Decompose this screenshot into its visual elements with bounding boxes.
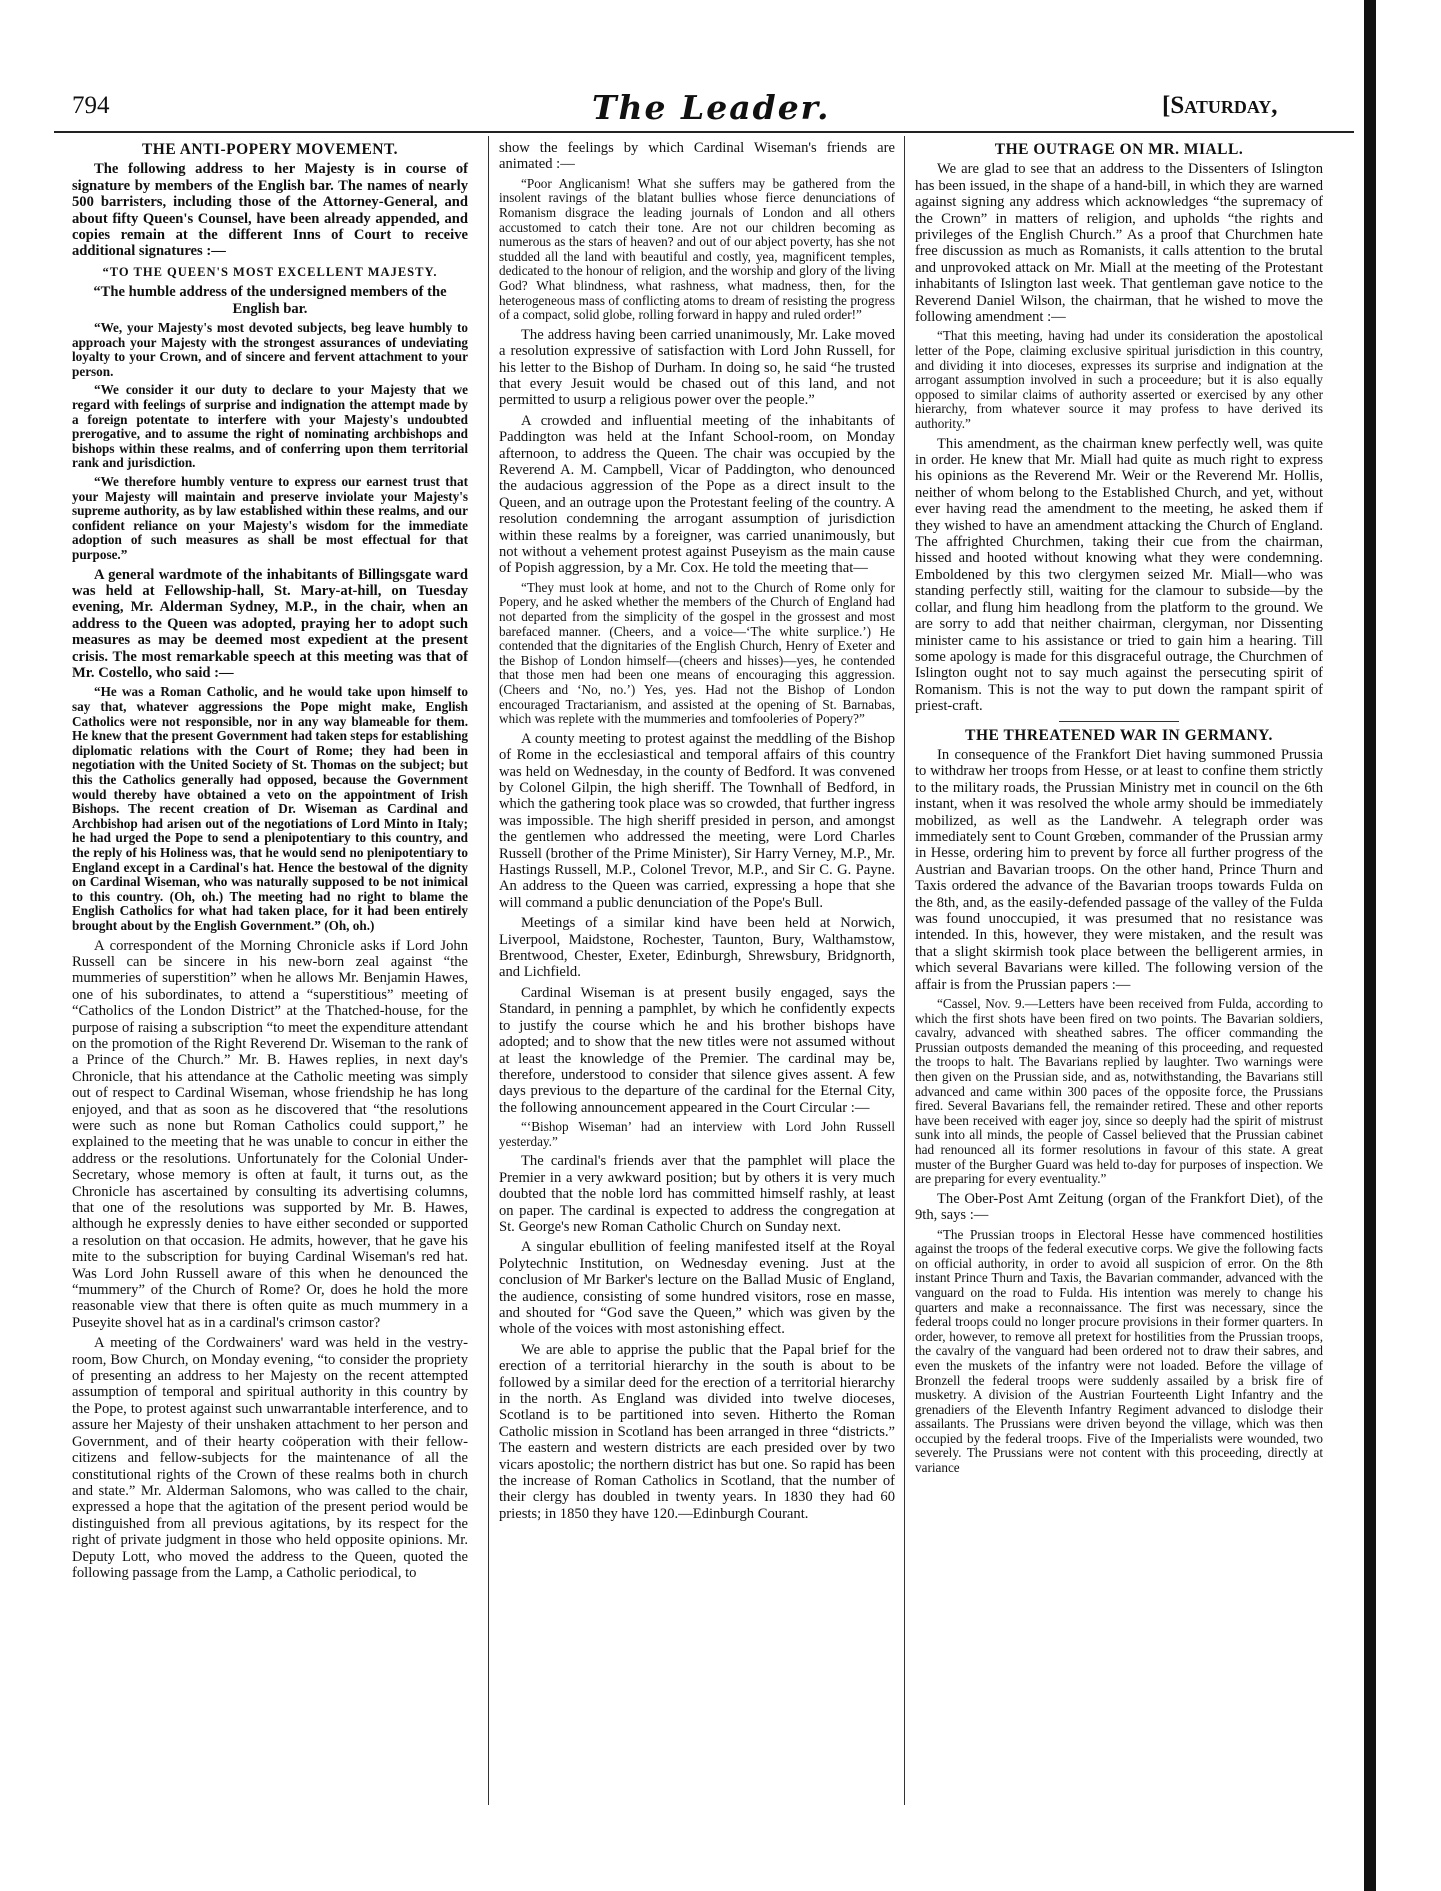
paragraph: A meeting of the Cordwainers' ward was held in the vestry-room, Bow Church, on Monday evening, “to consider the propriety of presenting an address to her Majesty on the recent attempted assumption of temporal and spiritual authority in this country by the Pope, to protest against such unwarrantable interference, and to assure her Majesty of their unshaken attachment to her person and Government, and of their hearty coöperation with their fellow-citizens and fellow-subjects for the maintenance of all the constitutional rights of the Crown of these realms both in church and state.” Mr. Alderman Salomons, who was called to the chair, expressed a hope that the agitation of the present period would be distinguished from all previous agitations, by its respect for the right of private judgment in those who held opposite opinions. Mr. Deputy Lott, who moved the address to the Queen, quoted the following passage from the Lamp, a Catholic periodical, to	[72, 1335, 468, 1581]
quote: “Cassel, Nov. 9.—Letters have been received from Fulda, according to which the first shots have been fired on two points. The Bavarian soldiers, cavalry, advanced with sheathed sabres. The officer commanding the Prussian outposts demanded the meaning of this proceeding, and requested the troops to halt. The Bavarians replied by laughter. Two warnings were then given on the Prussian side, and as, notwithstanding, the Bavarians still advanced and came within 300 paces of the opposite force, the Prussians fired. Several Bavarians fell, the remainder retired. These and other reports have been received with eager joy, since so deeply had the spirit of mistrust sunk into all minds, the people of Cassel believed that the Prussian cabinet had renounced all its former resolutions in favour of this state. A great muster of the Burgher Guard was held to-day for purposes of inspection. We are preparing for every eventuality.”	[915, 996, 1323, 1187]
masthead	[72, 88, 1372, 128]
paragraph: The Ober-Post Amt Zeitung (organ of the Frankfort Diet), of the 9th, says :—	[915, 1190, 1323, 1224]
section-divider	[1059, 721, 1179, 722]
quote: “We therefore humbly venture to express our earnest trust that your Majesty will maintain and preserve inviolate your Majesty's supreme authority, as by law established within these realms, and our confident reliance on your Majesty's wisdom for the immediate adoption of such measures as shall be most effectual for that purpose.”	[72, 474, 468, 562]
quote: “He was a Roman Catholic, and he would take upon himself to say that, whatever aggressions the Pope might make, English Catholics were not responsible, nor in any way blameable for them. He knew that the present Government had taken steps for establishing diplomatic relations with the Court of Rome; they had been in negotiation with the United Society of St. Thomas on the subject; but this the Catholics generally had opposed, because the Government would thereby have obtained a veto on the appointment of Irish Bishops. The recent creation of Dr. Wiseman as Cardinal and Archbishop had arisen out of the negotiations of Lord Minto in Italy; he had urged the Pope to send a plenipotentiary to this country, and the reply of his Holiness was, that he would send no plenipotentiary to England except in a Cardinal's hat. Hence the bestowal of the dignity on Cardinal Wiseman, who was naturally supposed to be not inimical to this country. (Oh, oh.) The meeting had no right to blame the English Catholics for what had taken place, for it had been entirely brought about by the English Government.” (Oh, oh.)	[72, 684, 468, 933]
paragraph: The cardinal's friends aver that the pamphlet will place the Premier in a very awkward position; but by others it is very much doubted that the noble lord has committed himself rashly, at least on paper. The cardinal is expected to address the congregation at St. George's new Roman Catholic Church on Sunday next.	[499, 1153, 895, 1235]
article-heading-germany: THE THREATENED WAR IN GERMANY.	[965, 726, 1273, 744]
address-subheading: “The humble address of the undersigned members of the English bar.	[93, 284, 447, 317]
paragraph: The address having been carried unanimously, Mr. Lake moved a resolution expressive of satisfaction with Lord John Russell, for his letter to the Bishop of Durham. In doing so, he said “he trusted that every Jesuit would be chased out of this land, and not permitted to usurp a religious power over the people.”	[499, 326, 895, 409]
paragraph: A county meeting to protest against the meddling of the Bishop of Rome in the ecclesiastical and temporal affairs of this country was held on Wednesday, in the county of Bedford. It was convened by Colonel Gilpin, the high sheriff. The Townhall of Bedford, in which the gathering took place was so crowded, that further ingress was impossible. The high sheriff presided in person, and amongst the gentlemen who addressed the meeting, were Lord Charles Russell (brother of the Prime Minister), Sir Harry Verney, M.P., Mr. Hastings Russell, M.P., Colonel Trevor, M.P., and Sir C. G. Payne. An address to the Queen was carried, expressing a hope that she will command a public denunciation of the Pope's Bull.	[499, 730, 895, 911]
article-heading-anti-popery: THE ANTI-POPERY MOVEMENT.	[141, 141, 399, 158]
column-2	[488, 136, 895, 1805]
paragraph: show the feelings by which Cardinal Wiseman's friends are animated :—	[499, 140, 895, 173]
paragraph: A general wardmote of the inhabitants of Billingsgate ward was held at Fellowship-hall, St. Mary-at-hill, on Tuesday evening, Mr. Alderman Sydney, M.P., in the chair, when an address to the Queen was adopted, praying her to adopt such measures as may be deemed most expedient at the present crisis. The most remarkable speech at this meeting was that of Mr. Costello, who said :—	[72, 566, 468, 681]
quote: “They must look at home, and not to the Church of Rome only for Popery, and he asked whether the members of the Church of England had not departed from the simplicity of the gospel in the grossest and most barefaced manner. (Cheers, and a voice—‘The white surplice.’) He contended that the dignitaries of the English Church, Henry of Exeter and the Bishop of London himself—(cheers and hisses)—yes, he contended that those men had been one means of encouraging this aggression. (Cheers and ‘No, no.’) Yes, yes. Had not the Bishop of London encouraged Tractarianism, and assisted at the opening of St. Barnabas, which was replete with the mummeries and tomfooleries of Popery?”	[499, 579, 895, 727]
paragraph: We are able to apprise the public that the Papal brief for the erection of a territorial hierarchy in the south is about to be followed by a similar deed for the erection of a territorial hierarchy in the north. As England was divided into twelve dioceses, Scotland is to be partitioned into seven. Hitherto the Roman Catholic mission in Scotland has been arranged in three “districts.” The eastern and western districts are each presided over by two vicars apostolic; the northern district has but one. So rapid has been the increase of Roman Catholics in Scotland, that the number of their clergy has doubled in twenty years. In 1830 they had 60 priests; in 1850 they have 120.—Edinburgh Courant.	[499, 1341, 895, 1522]
column-1	[72, 140, 468, 1585]
issue-day: [Saturday,	[1162, 92, 1278, 119]
binding-edge	[1364, 0, 1376, 1891]
paragraph: This amendment, as the chairman knew perfectly well, was quite in order. He knew that Mr. Miall had quite as much right to express his opinions as the Reverend Mr. Weir or the Reverend Mr. Hollis, neither of whom belong to the Established Church, and yet, without ever having read the amendment to the meeting, he asked them if they wished to have an amendment attacking the Church of England. The affrighted Churchmen, taking their cue from the chairman, hissed and hooted without knowing what they were condemning. Emboldened by this two clergymen seized Mr. Miall—who was standing perfectly still, waiting for the clamour to subside—by the collar, and flung him headlong from the platform to the ground. We are sorry to add that neither chairman, clergyman, nor Dissenting minister came to his assistance or tried to gain him a hearing. Till some apology is made for this disgraceful outrage, the Churchmen of Islington ought not to say much against the persecuting spirit of Romanism. This is not the way to put down the rampant spirit of priest-craft.	[915, 435, 1323, 715]
quote: “Poor Anglicanism! What she suffers may be gathered from the insolent ravings of the blatant bullies whose fierce denunciations of Romanism disgrace the leading journals of London and all others accustomed to catch their tone. Are not our children becoming as numerous as the stars of heaven? and out of our abject poverty, has she not studded all the land with beautiful and costly, yea, magnificent temples, dedicated to the honour of religion, and the worship and glory of the living God? What blindness, what rashness, what madness, then, for the heterogeneous mass of conflicting atoms to dream of resisting the progress of a compact, solid globe, rolling forward in happy and ruled order!”	[499, 175, 895, 323]
quote: “The Prussian troops in Electoral Hesse have commenced hostilities against the troops of the federal executive corps. We give the following facts on official authority, in order to avoid all suspicion of error. On the 8th instant Prince Thurn and Taxis, the Bavarian commander, advanced with the vanguard on the road to Fulda. His intention was merely to change his quarters and make a reconnaissance. The first was necessary, since the federal troops could no longer procure provisions in their former quarters. In order, however, to remove all pretext for hostilities from the Prussian troops, the cavalry of the vanguard had been ordered not to draw their sabres, and even the muskets of the infantry were not loaded. Before the village of Bronzell the federal troops were suddenly assailed by a brisk fire of musketry. A division of the Austrian Fourteenth Light Infantry and the grenadiers of the Eleventh Infantry Regiment advanced to dislodge their assailants. The Prussians were driven beyond the village, which was then occupied by the federal troops. Five of the Imperialists were wounded, two severely. The Prussians were not content with this proceeding, directly at variance	[915, 1226, 1323, 1476]
paragraph: We are glad to see that an address to the Dissenters of Islington has been issued, in the shape of a hand-bill, in which they are warned against signing any address which acknowledges “the supremacy of the Crown” in matters of religion, and upholds “the rights and privileges of the English Church.” As a proof that Churchmen hate free discussion as much as Romanists, it calls attention to the brutal and unprovoked attack on Mr. Miall at the meeting of the Protestant inhabitants of Islington last week. That gentleman gave notice to the Reverend Daniel Wilson, the chairman, that he wished to move the following amendment :—	[915, 161, 1323, 326]
quote: “We, your Majesty's most devoted subjects, beg leave humbly to approach your Majesty with the strongest assurances of undeviating loyalty to your Crown, and of sincere and fervent attachment to your person.	[72, 320, 468, 379]
paragraph: A correspondent of the Morning Chronicle asks if Lord John Russell can be sincere in his new-born zeal against “the mummeries of superstition” when he allows Mr. Benjamin Hawes, one of his subordinates, to attend a “superstitious” meeting of “Catholics of the London District” at the Thatched-house, for the purpose of raising a subscription “to meet the expenditure attendant on the promotion of the Right Reverend Dr. Wiseman to the rank of a Prince of the Church.” Mr. B. Hawes replies, in next day's Chronicle, that his attendance at the Catholic meeting was simply out of respect to Cardinal Wiseman, whose friendship he has long enjoyed, and that as soon as he discovered that “the resolutions were such as none but Roman Catholics could support,” he explained to the meeting that he was unable to concur in either the address or the resolutions. Unfortunately for the Colonial Under-Secretary, whose memory is often at fault, it turns out, as the Chronicle has ascertained by consulting its advertising columns, that one of the resolutions was supported by Mr. B. Hawes, although he expressly denies to have either seconded or supported a resolution on that occasion. He admits, however, that he gave his mite to the subscription for buying Cardinal Wiseman's red hat. Was Lord John Russell aware of this when he denounced the “mummery” of the Church of Rome? Or, does he hold the more reasonable view that there is often quite as much mummery in a Puseyite shovel hat as in a cardinal's crimson castor?	[72, 937, 468, 1331]
paragraph: A singular ebullition of feeling manifested itself at the Royal Polytechnic Institution, on Wednesday evening. Just at the conclusion of Mr Barker's lecture on the Ballad Music of England, the audience, consisting of some hundred visitors, rose en masse, and shouted for “God save the Queen,” which was given by the whole of the voices with most astonishing effect.	[499, 1239, 895, 1338]
address-heading: “TO THE QUEEN'S MOST EXCELLENT MAJESTY.	[102, 264, 438, 279]
page-number: 794	[72, 92, 110, 119]
header-rule	[54, 131, 1354, 133]
paragraph: The following address to her Majesty is in course of signature by members of the English bar. The names of nearly 500 barristers, including those of the Attorney-General, and about fifty Queen's Counsel, have been already appended, and copies remain at the different Inns of Court to receive additional signatures :—	[72, 161, 468, 260]
newspaper-title: The Leader.	[592, 88, 831, 127]
column-3	[904, 136, 1323, 1805]
paragraph: Meetings of a similar kind have been held at Norwich, Liverpool, Maidstone, Rochester, Taunton, Bury, Walthamstow, Brentwood, Chester, Exeter, Edinburgh, Shrewsbury, Bridgnorth, and Lichfield.	[499, 915, 895, 981]
paragraph: A crowded and influential meeting of the inhabitants of Paddington was held at the Infant School-room, on Monday afternoon, to address the Queen. The chair was occupied by the Reverend A. M. Campbell, Vicar of Paddington, who denounced the audacious aggression of the Pope as a direct insult to the Queen, and an outrage upon the Protestant feeling of the country. A resolution condemning the arrogant assumption of jurisdiction within these realms by a foreigner, was carried unanimously, but not without a vehement protest against Puseyism as the main cause of Popish aggression, by a Mr. Cox. He told the meeting that—	[499, 412, 895, 577]
quote: “We consider it our duty to declare to your Majesty that we regard with feelings of surprise and indignation the attempt made by a foreign potentate to interfere with your Majesty's undoubted prerogative, and to assume the right of nominating archbishops and bishops within these realms, and of conferring upon them territorial rank and jurisdiction.	[72, 382, 468, 471]
paragraph: In consequence of the Frankfort Diet having summoned Prussia to withdraw her troops from Hesse, or at least to confine them strictly to the military roads, the Prussian Ministry met in council on the 6th instant, when it was resolved the whole army should be immediately mobilized, as well as the Landwehr. A telegraph order was immediately sent to Count Grœben, commander of the Prussian army in Hesse, ordering him to prevent by force all further progress of the Austrian and Bavarian troops. On the other hand, Prince Thurn and Taxis ordered the advance of the Bavarian troops towards Fulda on the 8th, and, as the easily-defended passage of the valley of the Fulda was found unoccupied, it was presumed that no resistance was intended. In this, however, they were mistaken, and the result was that a slight skirmish took place between the belligerent armies, in which several Bavarians were killed. The following version of the affair is from the Prussian papers :—	[915, 746, 1323, 993]
article-heading-miall: THE OUTRAGE ON MR. MIALL.	[994, 141, 1244, 158]
paragraph: Cardinal Wiseman is at present busily engaged, says the Standard, in penning a pamphlet, by which he confidently expects to justify the course which he and his brother bishops have adopted; and to show that the new titles were not assumed without at least the knowledge of the Premier. The cardinal may be, therefore, understood to consider that silence gives assent. A few days previous to the departure of the cardinal for the Eternal City, the following announcement appeared in the Court Circular :—	[499, 984, 895, 1116]
quote: “That this meeting, having had under its consideration the apostolical letter of the Pope, claiming exclusive spiritual jurisdiction in this country, and dividing it into dioceses, expresses its surprise and indignation at the arrogant assumption involved in such a proceedure; but it is also equally opposed to similar claims of authority asserted or exercised by any other hierarchy, from whatever source it may profess to have derived its authority.”	[915, 328, 1323, 432]
quote: “‘Bishop Wiseman’ had an interview with Lord John Russell yesterday.”	[499, 1119, 895, 1149]
